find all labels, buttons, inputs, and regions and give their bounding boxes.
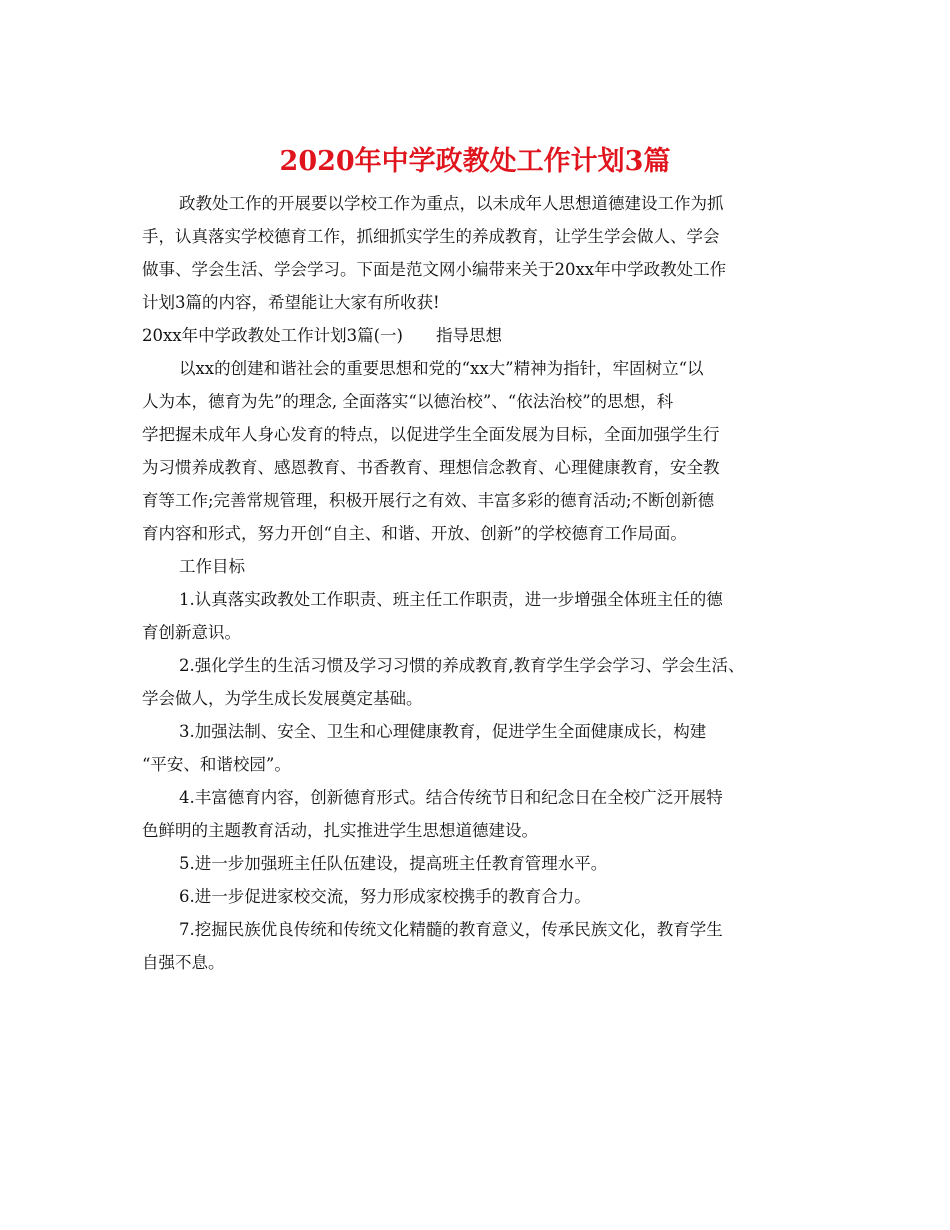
goal-item-continuation: “平安、和谐校园”。 bbox=[142, 755, 291, 774]
paragraph-line: 计划3篇的内容，希望能让大家有所收获! bbox=[142, 293, 440, 312]
goal-item-continuation: 学会做人，为学生成长发展奠定基础。 bbox=[142, 689, 423, 708]
paragraph-line: 手，认真落实学校德育工作，抓细抓实学生的养成教育，让学生学会做人、学会 bbox=[142, 227, 720, 246]
document-title: 2020年中学政教处工作计划3篇 bbox=[279, 146, 671, 177]
paragraph-line: 政教处工作的开展要以学校工作为重点，以未成年人思想道德建设工作为抓 bbox=[179, 194, 724, 213]
paragraph-line: 育等工作;完善常规管理，积极开展行之有效、丰富多彩的德育活动;不断创新德 bbox=[142, 491, 715, 510]
subheading-work-goals: 工作目标 bbox=[179, 557, 245, 576]
goal-item-continuation: 色鲜明的主题教育活动，扎实推进学生思想道德建设。 bbox=[142, 821, 538, 840]
goal-item: 6.进一步促进家校交流，努力形成家校携手的教育合力。 bbox=[179, 887, 591, 906]
paragraph-line: 育内容和形式，努力开创“自主、和谐、开放、创新”的学校德育工作局面。 bbox=[142, 524, 687, 543]
paragraph-line: 以xx的创建和谐社会的重要思想和党的“xx大”精神为指针，牢固树立“以 bbox=[179, 359, 704, 378]
paragraph-line: 人为本，德育为先”的理念, 全面落实“以德治校”、“依法治校”的思想，科 bbox=[142, 392, 674, 411]
section-heading-line: 20xx年中学政教处工作计划3篇(一) 指导思想 bbox=[142, 326, 502, 345]
paragraph-line: 做事、学会生活、学会学习。下面是范文网小编带来关于20xx年中学政教处工作 bbox=[142, 260, 727, 279]
document-body bbox=[142, 187, 812, 979]
paragraph-line: 学把握未成年人身心发育的特点，以促进学生全面发展为目标，全面加强学生行 bbox=[142, 425, 720, 444]
goal-item: 5.进一步加强班主任队伍建设，提高班主任教育管理水平。 bbox=[179, 854, 608, 873]
goal-item: 7.挖掘民族优良传统和传统文化精髓的教育意义，传承民族文化，教育学生 bbox=[179, 920, 723, 939]
goal-item: 4.丰富德育内容，创新德育形式。结合传统节日和纪念日在全校广泛开展特 bbox=[179, 788, 723, 807]
goal-item: 2.强化学生的生活习惯及学习习惯的养成教育,教育学生学会学习、学会生活、 bbox=[179, 656, 745, 675]
goal-item: 1.认真落实政教处工作职责、班主任工作职责，进一步增强全体班主任的德 bbox=[179, 590, 723, 609]
paragraph-line: 为习惯养成教育、感恩教育、书香教育、理想信念教育、心理健康教育，安全教 bbox=[142, 458, 720, 477]
goal-item-continuation: 自强不息。 bbox=[142, 953, 225, 972]
goal-item: 3.加强法制、安全、卫生和心理健康教育，促进学生全面健康成长，构建 bbox=[179, 722, 707, 741]
goal-item-continuation: 育创新意识。 bbox=[142, 623, 241, 642]
